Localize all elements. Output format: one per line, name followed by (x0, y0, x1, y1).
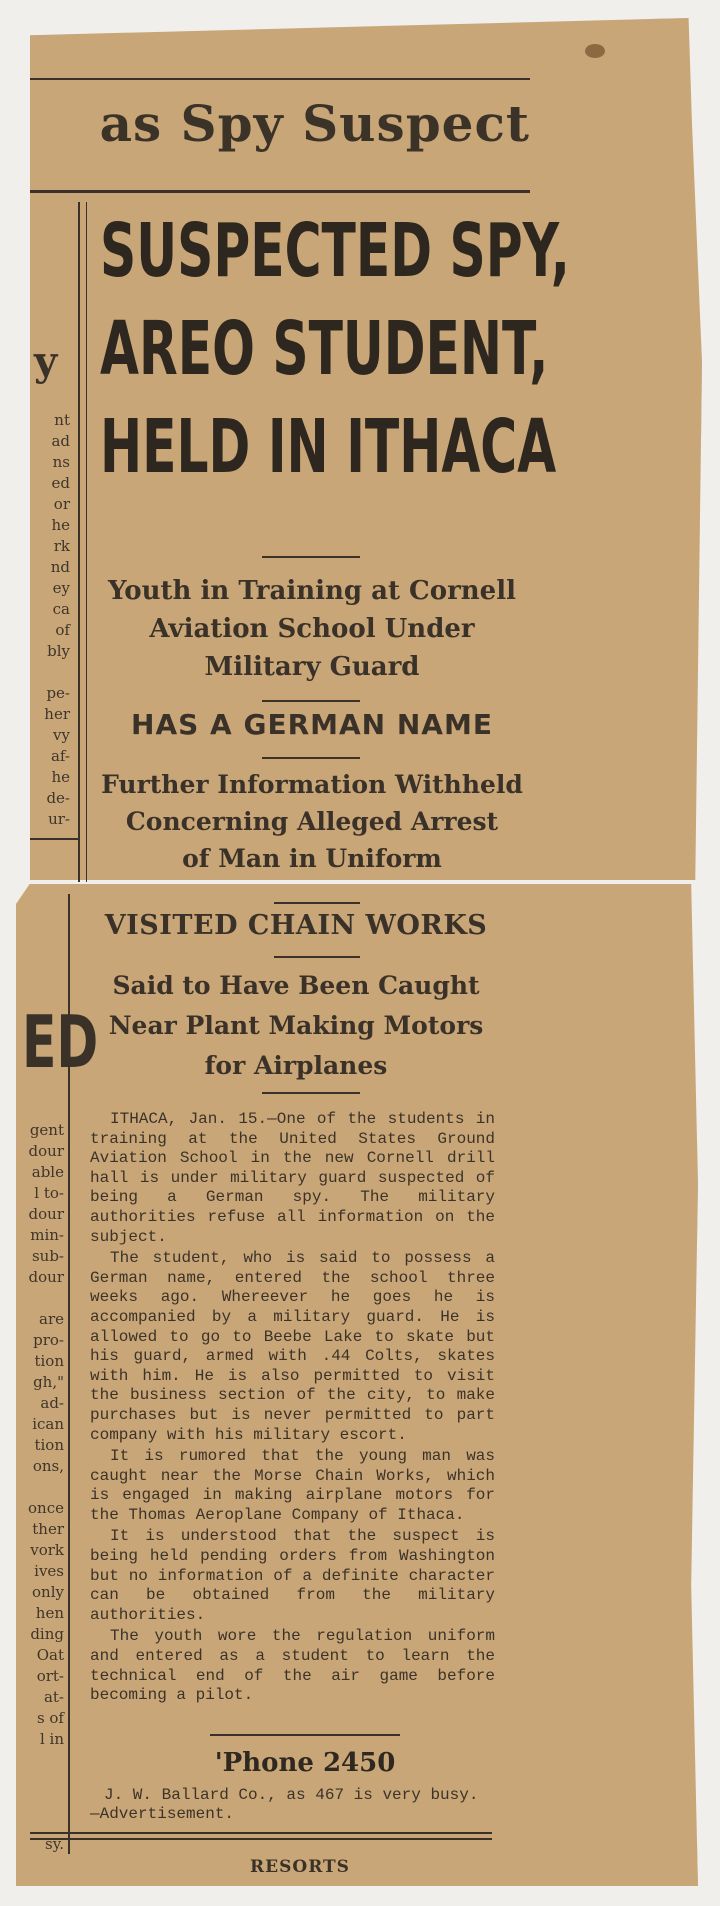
deck-1-line-2: Aviation School Under (149, 614, 475, 644)
deck-1-line-1: Youth in Training at Cornell (108, 576, 516, 606)
phone-ad-title: 'Phone 2450 (214, 1748, 396, 1778)
chain-works-top-rule (274, 902, 360, 904)
phone-ad-text: J. W. Ballard Co., as 467 is very busy. —Advertisement. (90, 1786, 479, 1823)
headline-line-1: SUSPECTED SPY, (100, 208, 570, 294)
subhead-chain-works: VISITED CHAIN WORKS (104, 910, 488, 941)
paragraph-1: ITHACA, Jan. 15.—One of the students in training at the United States Ground Aviation School in the new Cornell drill hall is under military guard suspected of being a German spy. The military authorities refuse all information on the subject. (90, 1110, 495, 1246)
deck-2-line-2: Concerning Alleged Arrest (125, 807, 499, 836)
footer-rule-1 (30, 1832, 492, 1834)
deck-3-line-3: for Airplanes (204, 1051, 388, 1080)
deck-2-line-1: Further Information Withheld (101, 770, 523, 799)
kicker-rule (30, 190, 530, 193)
deck-1 (92, 572, 532, 686)
top-rule (30, 78, 530, 80)
left-column-y-fragment: y (34, 338, 58, 385)
footer-rule-2 (30, 1838, 492, 1840)
footer-heading: RESORTS (250, 1857, 350, 1877)
main-headline (100, 202, 570, 496)
deck-1-line-3: Military Guard (204, 652, 420, 682)
deck-3-line-2: Near Plant Making Motors (108, 1011, 484, 1040)
paragraph-4: It is understood that the suspect is being held pending orders from Washington but no information of a definite character can be obtained from the military authorities. (90, 1527, 495, 1624)
headline-line-3: HELD IN ITHACA (100, 404, 557, 490)
paper-stain (585, 44, 605, 58)
paragraph-5: The youth wore the regulation uniform and entered as a student to learn the technical end of the air game before becoming a pilot. (90, 1627, 495, 1705)
chain-works-bottom-rule (274, 956, 360, 958)
headline-line-2: AREO STUDENT, (100, 306, 549, 392)
paragraph-2: The student, who is said to possess a German name, entered the school three weeks ago. Whereever he goes he is accompanied by a military guard. He is allowed to go to Beebe Lake to skate but his guard, armed with .44 Colts, skates with him. He is also permitted to visit the business section of the city, to make purchases but is never permitted to part company with his military escort. (90, 1249, 495, 1444)
deck-2 (92, 766, 532, 877)
ad-top-rule (210, 1734, 400, 1736)
left-box-rule (30, 838, 78, 840)
left-column-fragments-top: nt ad ns ed or he rk nd ey ca of bly pe- her vy af- he de- ur- (44, 411, 70, 828)
column-rule-top-2 (86, 202, 87, 882)
article-body (90, 1110, 495, 1708)
deck-divider-2 (262, 757, 360, 759)
left-column-big-letters: ED (22, 1000, 99, 1084)
article-divider (262, 1092, 360, 1094)
deck-2-line-3: of Man in Uniform (182, 844, 442, 873)
deck-3 (76, 966, 516, 1086)
headline-divider (262, 556, 360, 558)
left-column-fragments-bottom: gent dour able l to- dour min- sub- dour are pro- tion gh," ad- ican tion ons, once ther vork ives only hen ding Oat ort- at- s of l in sy. (28, 1121, 64, 1853)
deck-3-line-1: Said to Have Been Caught (112, 971, 480, 1000)
column-rule-top (78, 202, 80, 882)
subhead-german-name: HAS A GERMAN NAME (131, 708, 493, 741)
deck-divider-1 (262, 700, 360, 702)
paragraph-3: It is rumored that the young man was caught near the Morse Chain Works, which is engaged in making airplane motors for the Thomas Aeroplane Company of Ithaca. (90, 1447, 495, 1524)
phone-ad (90, 1786, 495, 1824)
kicker-headline: as Spy Suspect (99, 94, 530, 153)
